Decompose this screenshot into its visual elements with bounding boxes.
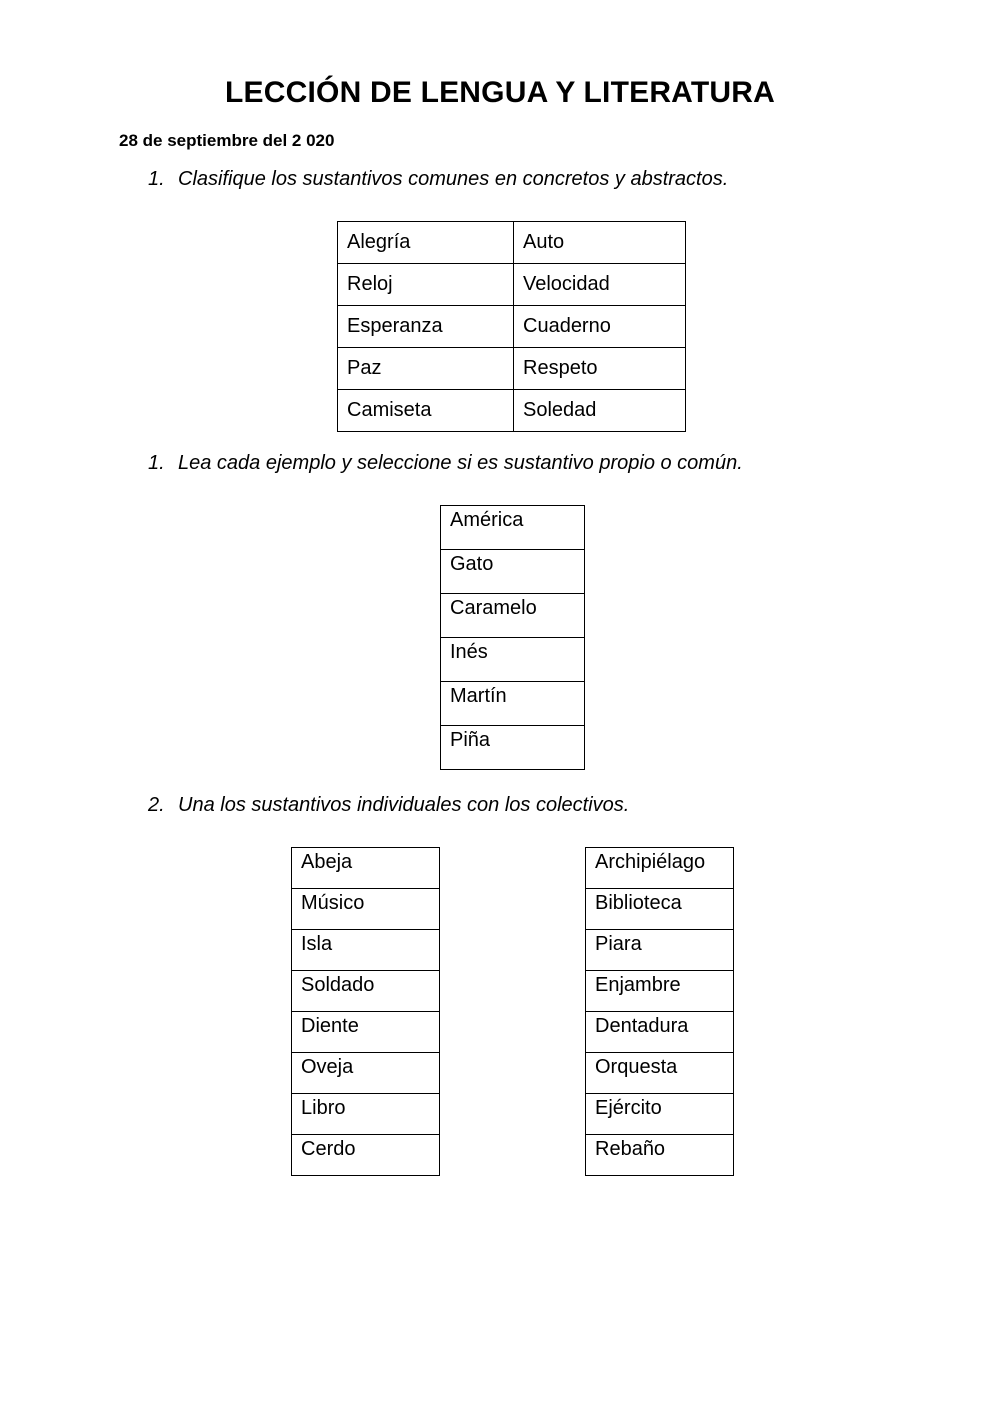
table-row: [338, 264, 686, 306]
instruction-text: Una los sustantivos individuales con los colectivos.: [178, 794, 630, 816]
table-cell[interactable]: Biblioteca: [586, 889, 734, 930]
table-cell[interactable]: Isla: [292, 930, 440, 971]
instruction-3: [148, 794, 629, 817]
table-cell[interactable]: Dentadura: [586, 1012, 734, 1053]
table-row: [586, 1135, 734, 1176]
instruction-number: 2.: [148, 794, 165, 816]
table-cell[interactable]: Paz: [338, 348, 514, 390]
table-row: [292, 1053, 440, 1094]
table-row: [586, 971, 734, 1012]
table-cell[interactable]: Enjambre: [586, 971, 734, 1012]
table-cell[interactable]: Archipiélago: [586, 848, 734, 889]
instruction-1: [148, 168, 728, 191]
table-cell[interactable]: Cuaderno: [514, 306, 686, 348]
table-row: [586, 1012, 734, 1053]
table-cell[interactable]: Auto: [514, 222, 686, 264]
table-row: [441, 682, 585, 726]
instruction-2: [148, 452, 743, 475]
table-row: [586, 889, 734, 930]
table-cell[interactable]: Libro: [292, 1094, 440, 1135]
table-cell[interactable]: Respeto: [514, 348, 686, 390]
page-title: LECCIÓN DE LENGUA Y LITERATURA: [225, 76, 775, 109]
table-cell[interactable]: Martín: [441, 682, 585, 726]
table-row: [338, 222, 686, 264]
instruction-text: Clasifique los sustantivos comunes en concretos y abstractos.: [178, 168, 729, 190]
table-row: [292, 889, 440, 930]
table-row: [292, 1012, 440, 1053]
table-cell[interactable]: Abeja: [292, 848, 440, 889]
table-cell[interactable]: Gato: [441, 550, 585, 594]
table-row: [586, 848, 734, 889]
table-row: [292, 1094, 440, 1135]
instruction-number: 1.: [148, 452, 165, 474]
table-cell[interactable]: Soledad: [514, 390, 686, 432]
table-row: [441, 506, 585, 550]
table-cell[interactable]: Orquesta: [586, 1053, 734, 1094]
table-cell[interactable]: Piara: [586, 930, 734, 971]
lesson-date: 28 de septiembre del 2 020: [119, 131, 335, 150]
table-row: [292, 1135, 440, 1176]
table-row: [586, 1053, 734, 1094]
table-cell[interactable]: Reloj: [338, 264, 514, 306]
table-row: [292, 971, 440, 1012]
table-row: [292, 930, 440, 971]
table-cell[interactable]: Inés: [441, 638, 585, 682]
instruction-number: 1.: [148, 168, 165, 190]
table-row: [441, 726, 585, 770]
table-cell[interactable]: Músico: [292, 889, 440, 930]
table-cell[interactable]: Camiseta: [338, 390, 514, 432]
table-row: [441, 638, 585, 682]
table-row: [292, 848, 440, 889]
table-cell[interactable]: Rebaño: [586, 1135, 734, 1176]
table-cell[interactable]: Alegría: [338, 222, 514, 264]
instruction-text: Lea cada ejemplo y seleccione si es sustantivo propio o común.: [178, 452, 743, 474]
table-cell[interactable]: Cerdo: [292, 1135, 440, 1176]
table-row: [586, 1094, 734, 1135]
collective-nouns-table: [585, 847, 734, 1176]
table-cell[interactable]: Caramelo: [441, 594, 585, 638]
table-cell[interactable]: Esperanza: [338, 306, 514, 348]
table-cell[interactable]: Ejército: [586, 1094, 734, 1135]
nouns-classification-table: [337, 221, 686, 432]
proper-common-table: [440, 505, 585, 770]
table-row: [441, 550, 585, 594]
table-row: [586, 930, 734, 971]
table-row: [441, 594, 585, 638]
table-cell[interactable]: Oveja: [292, 1053, 440, 1094]
individual-nouns-table: [291, 847, 440, 1176]
table-cell[interactable]: Diente: [292, 1012, 440, 1053]
table-row: [338, 306, 686, 348]
table-row: [338, 348, 686, 390]
table-cell[interactable]: Piña: [441, 726, 585, 770]
table-cell[interactable]: Velocidad: [514, 264, 686, 306]
table-row: [338, 390, 686, 432]
table-cell[interactable]: Soldado: [292, 971, 440, 1012]
table-cell[interactable]: América: [441, 506, 585, 550]
